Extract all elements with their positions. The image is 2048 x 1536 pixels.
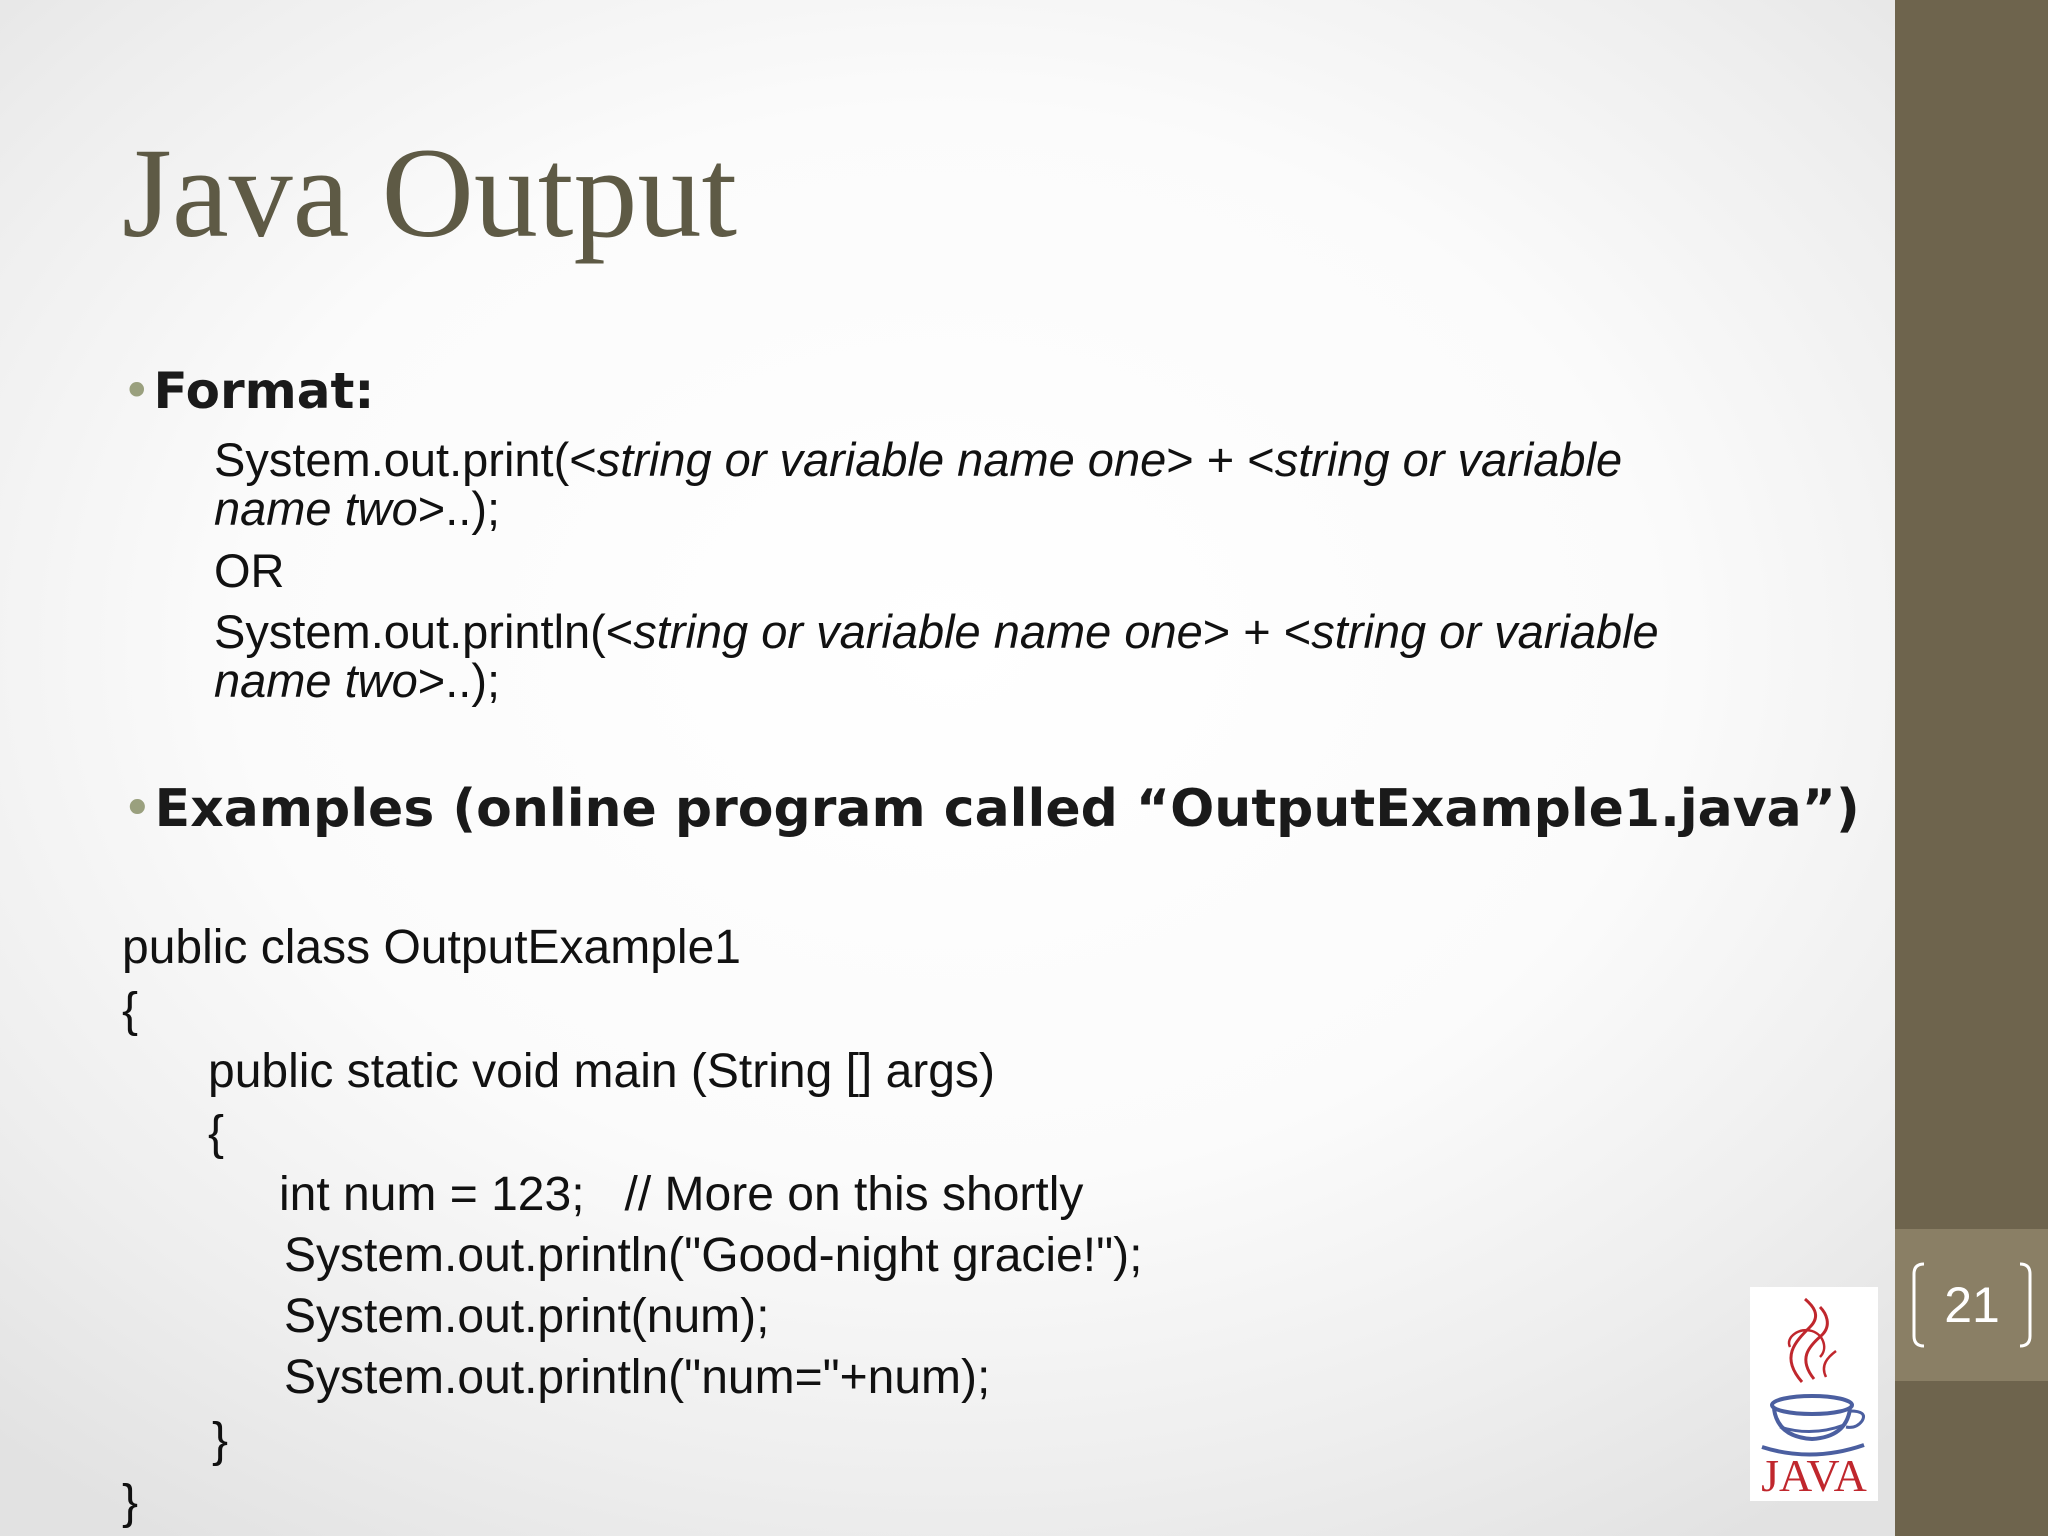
or-text: OR — [214, 544, 285, 597]
print-format-line-1: System.out.print(<string or variable name one> + <string or variable — [214, 433, 1623, 486]
page-number: 21 — [1944, 1277, 2000, 1333]
println-format-line-1: System.out.println(<string or variable name one> + <string or variable — [214, 605, 1659, 658]
println-format-line-2: name two>..); — [214, 654, 501, 707]
code-line: System.out.println("Good-night gracie!"); — [284, 1229, 1143, 1282]
print-format-line-2: name two>..); — [214, 482, 501, 535]
slide-title: Java Output — [122, 122, 737, 264]
code-line: System.out.print(num); — [284, 1290, 770, 1343]
code-line: } — [122, 1476, 139, 1529]
code-line: public class OutputExample1 — [122, 921, 741, 974]
bullet-dot-icon: • — [122, 779, 153, 839]
code-line: } — [212, 1414, 229, 1467]
bullet-dot-icon: • — [122, 362, 152, 420]
examples-bullet — [122, 779, 1860, 839]
code-line: { — [208, 1107, 225, 1160]
code-line: System.out.println("num="+num); — [284, 1351, 991, 1404]
format-heading: Format: — [153, 362, 375, 420]
code-line: { — [122, 984, 139, 1037]
java-logo-text: JAVA — [1761, 1450, 1867, 1501]
code-line: public static void main (String [] args) — [208, 1045, 995, 1098]
examples-heading: Examples (online program called “OutputExample1.java”) — [154, 779, 1860, 839]
java-logo — [1750, 1287, 1878, 1501]
format-bullet — [122, 362, 374, 420]
code-line: int num = 123; // More on this shortly — [279, 1168, 1084, 1221]
java-coffee-cup-icon — [1750, 1287, 1878, 1501]
